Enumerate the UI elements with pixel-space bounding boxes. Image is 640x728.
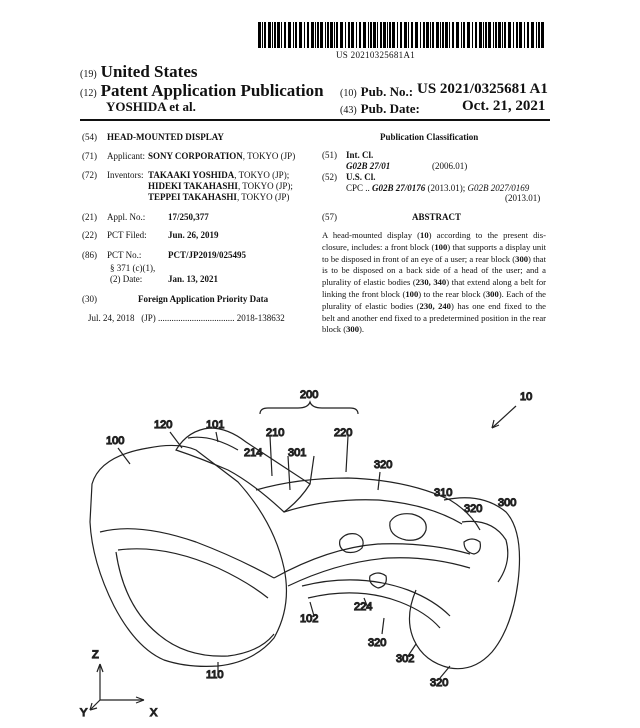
country-name: United States — [100, 62, 198, 81]
ref-320d: 320 — [430, 677, 449, 689]
cpc-prefix: CPC .. — [346, 183, 370, 193]
abstract-title: ABSTRACT — [412, 212, 462, 222]
appl-value: 17/250,377 — [168, 212, 209, 222]
axis-z-label: Z — [92, 649, 99, 661]
uscl-label: U.S. Cl. — [346, 172, 376, 182]
cpc-line — [346, 183, 529, 193]
ref-320b: 320 — [464, 503, 483, 515]
section-371-date-value: Jan. 13, 2021 — [168, 274, 219, 284]
pub-no-line — [340, 83, 413, 101]
ref-210: 210 — [266, 427, 285, 439]
foreign-title: Foreign Application Priority Data — [138, 294, 269, 304]
inventor-3 — [148, 192, 289, 202]
inventor-3-name: TEPPEI TAKAHASHI — [148, 192, 237, 202]
uscl-code: (52) — [322, 172, 337, 182]
applicant-location: , TOKYO (JP) — [242, 151, 296, 161]
ref-320a: 320 — [374, 459, 393, 471]
inventors-label: Inventors: — [107, 170, 144, 180]
appl-code: (21) — [82, 212, 97, 222]
inventor-2-location: , TOKYO (JP); — [237, 181, 293, 191]
invention-title: HEAD-MOUNTED DISPLAY — [107, 132, 224, 142]
country-line — [80, 62, 197, 82]
cpc-year-2: (2013.01) — [505, 193, 541, 203]
foreign-priority-row — [88, 313, 285, 323]
applicant-code: (71) — [82, 151, 97, 161]
abstract-text: A head-mounted display (10) according to the present dis-closure, includes: a front block (100) that supports a display unit to be disposed in front of an eye of a user; a rear block (300) that is to be disposed on a back side of a head of the user; and a plurality of elastic bodies (230, 340) that extend along a belt for linking the front block (100) to the rear block (300). Each of the plurality of elastic bodies (230, 240) has one end fixed to the belt and another end fixed to a predetermined position in the rear block (300). — [322, 230, 546, 335]
ref-301: 301 — [288, 447, 307, 459]
ref-110: 110 — [206, 669, 224, 681]
header-rule — [80, 119, 550, 121]
inventor-short: YOSHIDA et al. — [106, 99, 196, 114]
pub-no-label: Pub. No.: — [360, 84, 414, 99]
foreign-dots: .................................. — [158, 313, 235, 323]
pct-filed-label: PCT Filed: — [107, 230, 147, 240]
ref-101: 101 — [206, 419, 225, 431]
pub-date-value: Oct. 21, 2021 — [462, 98, 546, 114]
section-371: § 371 (c)(1), — [110, 263, 156, 273]
applicant — [148, 151, 295, 161]
inventor-1 — [148, 170, 289, 180]
foreign-country: (JP) — [141, 313, 156, 323]
cpc-class-2: G02B 2027/0169 — [467, 183, 530, 193]
ref-302: 302 — [396, 653, 415, 665]
ref-200: 200 — [300, 389, 319, 401]
classification-title: Publication Classification — [380, 132, 479, 142]
front-block — [90, 445, 286, 666]
barcode — [258, 22, 546, 48]
ref-320c: 320 — [368, 637, 387, 649]
pub-date-label: Pub. Date: — [360, 101, 420, 116]
patent-figure — [78, 372, 548, 722]
pub-date-line — [340, 100, 420, 118]
abstract-code: (57) — [322, 212, 337, 222]
inventor-2-name: HIDEKI TAKAHASHI — [148, 181, 238, 191]
pub-date-code: (43) — [340, 105, 357, 116]
axis-x-label: X — [150, 707, 158, 719]
section-371-date-label: (2) Date: — [110, 274, 143, 284]
intcl-year: (2006.01) — [432, 161, 468, 171]
ref-10: 10 — [520, 391, 533, 403]
cpc-year-1: (2013.01); — [427, 183, 466, 193]
pub-type-code: (12) — [80, 88, 97, 99]
foreign-code: (30) — [82, 294, 97, 304]
intcl-class: G02B 27/01 — [346, 161, 391, 171]
pct-filed-value: Jun. 26, 2019 — [168, 230, 219, 240]
applicant-name: SONY CORPORATION — [148, 151, 243, 161]
ref-102: 102 — [300, 613, 319, 625]
ref-310: 310 — [434, 487, 453, 499]
pub-type: Patent Application Publication — [100, 81, 324, 100]
title-code: (54) — [82, 132, 97, 142]
ref-300: 300 — [498, 497, 517, 509]
ref-100: 100 — [106, 435, 125, 447]
ref-224: 224 — [354, 601, 373, 613]
pct-no-value: PCT/JP2019/025495 — [168, 250, 246, 260]
inventor-1-location: , TOKYO (JP); — [234, 170, 290, 180]
applicant-label: Applicant: — [107, 151, 145, 161]
foreign-number: 2018-138632 — [236, 313, 285, 323]
pct-no-label: PCT No.: — [107, 250, 142, 260]
barcode-publication-number: US 20210325681A1 — [336, 50, 416, 60]
country-code: (19) — [80, 69, 97, 80]
pub-no-code: (10) — [340, 88, 357, 99]
inventor-3-location: , TOKYO (JP) — [236, 192, 290, 202]
inventors-code: (72) — [82, 170, 97, 180]
foreign-date: Jul. 24, 2018 — [88, 313, 135, 323]
pub-type-line — [80, 81, 324, 101]
ref-120: 120 — [154, 419, 173, 431]
intcl-code: (51) — [322, 150, 337, 160]
pct-no-code: (86) — [82, 250, 97, 260]
inventor-2 — [148, 181, 293, 191]
appl-label: Appl. No.: — [107, 212, 146, 222]
intcl-label: Int. Cl. — [346, 150, 374, 160]
pub-no-value: US 2021/0325681 A1 — [417, 81, 548, 97]
axis-y-label: Y — [80, 707, 88, 719]
ref-220: 220 — [334, 427, 353, 439]
ref-214: 214 — [244, 447, 263, 459]
cpc-class-1: G02B 27/0176 — [372, 183, 426, 193]
inventor-1-name: TAKAAKI YOSHIDA — [148, 170, 235, 180]
pct-filed-code: (22) — [82, 230, 97, 240]
